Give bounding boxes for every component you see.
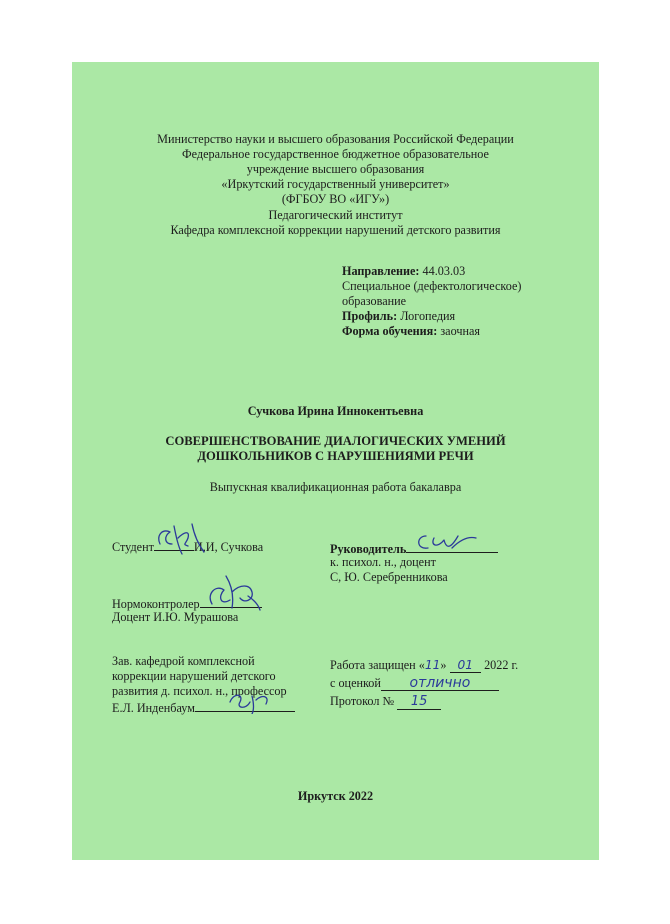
direction-line [342,264,465,278]
grade-label: с оценкой [330,676,381,690]
protocol-line [330,694,441,710]
defended-label: Работа защищен [330,658,416,672]
study-form-label: Форма обучения: [342,324,438,338]
profile-line [342,309,455,323]
direction-line-3: образование [342,294,407,308]
head-line-1: Зав. кафедрой комплексной [112,654,255,668]
thesis-title-line-1: СОВЕРШЕНСТВОВАНИЕ ДИАЛОГИЧЕСКИХ УМЕНИЙ [165,434,506,448]
work-type: Выпускная квалификационная работа бакалавра [209,480,462,494]
head-name: Е.Л. Инденбаум [112,701,195,715]
student-signature [152,514,214,560]
student-label: Студент [112,540,154,554]
header-institution-type-2: учреждение высшего образования [246,162,425,176]
header-institution-type: Федеральное государственное бюджетное образовательное [182,147,489,161]
supervisor-degree: к. психол. н., доцент [330,555,436,569]
normcontrol-signature [202,570,264,614]
head-signature [222,684,278,714]
title-page [72,62,599,860]
direction-value: 44.03.03 [422,264,466,278]
supervisor-label: Руководитель [330,542,407,556]
supervisor-signature [412,526,482,556]
defense-date-line [330,658,518,672]
profile-value: Логопедия [400,309,456,323]
normcontrol-label: Нормоконтролер [112,597,200,611]
supervisor-name: С, Ю. Серебренникова [330,570,448,584]
header-university-short: (ФГБОУ ВО «ИГУ») [281,192,390,206]
date-quote-open: « [418,658,425,672]
grade-line [330,676,499,691]
grade-value: отлично [381,676,499,691]
direction-line-2: Специальное (дефектологическое) [342,279,522,293]
study-form-line [342,324,480,338]
profile-label: Профиль: [342,309,398,323]
head-line-3: развития д. психол. н., профессор [112,684,287,698]
protocol-label: Протокол № [330,694,395,708]
thesis-title-line-2: ДОШКОЛЬНИКОВ С НАРУШЕНИЯМИ РЕЧИ [197,449,474,463]
header-institute: Педагогический институт [268,208,403,222]
header-university: «Иркутский государственный университет» [221,177,450,191]
defense-month: 01 [450,658,482,673]
defense-year: 2022 г. [484,658,519,672]
header-ministry: Министерство науки и высшего образования Российской Федерации [157,132,514,146]
date-quote-close: » [440,658,447,672]
protocol-number: 15 [397,695,441,710]
student-name: И,И, Сучкова [193,540,264,554]
direction-label: Направление: [342,264,420,278]
author-name: Сучкова Ирина Иннокентьевна [247,404,424,418]
head-line-2: коррекции нарушений детского [112,669,276,683]
defense-day: 11 [424,658,441,672]
city-year: Иркутск 2022 [297,789,374,803]
study-form-value: заочная [440,324,481,338]
normcontrol-name: Доцент И.Ю. Мурашова [112,610,239,624]
header-department: Кафедра комплексной коррекции нарушений детского развития [170,223,501,237]
